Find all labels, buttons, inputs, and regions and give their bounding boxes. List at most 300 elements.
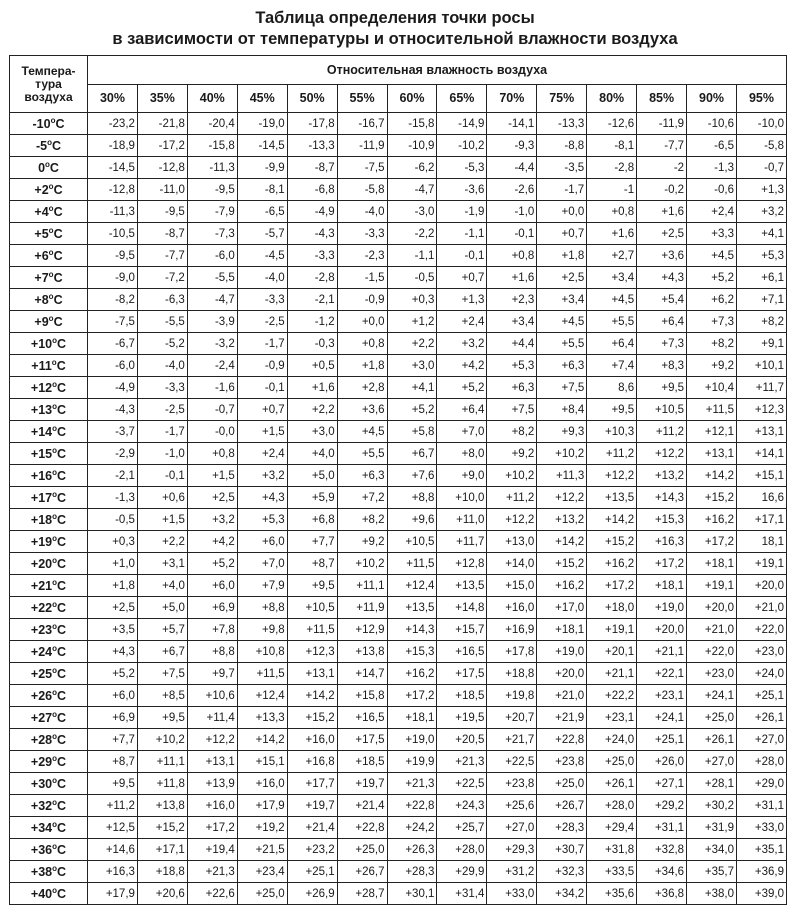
dew-point-cell: -4,4: [487, 157, 537, 179]
dew-point-cell: +19,2: [237, 817, 287, 839]
dew-point-cell: -8,7: [287, 157, 337, 179]
table-row: [10, 289, 787, 311]
temperature-cell: [10, 861, 88, 883]
dew-point-cell: +14,2: [587, 509, 637, 531]
dew-point-cell: +11,2: [487, 487, 537, 509]
dew-point-cell: -17,2: [137, 135, 187, 157]
dew-point-cell: -1,0: [137, 443, 187, 465]
dew-point-cell: -0,7: [187, 399, 237, 421]
dew-point-cell: -0,1: [487, 223, 537, 245]
dew-point-cell: +15,2: [687, 487, 737, 509]
dew-point-cell: +12,2: [587, 465, 637, 487]
dew-point-cell: -4,9: [88, 377, 138, 399]
dew-point-cell: +15,1: [736, 465, 786, 487]
dew-point-cell: +1,5: [237, 421, 287, 443]
degree-sign: o: [52, 467, 58, 477]
dew-point-cell: +2,5: [88, 597, 138, 619]
temperature-cell: [10, 377, 88, 399]
temperature-value: +38: [30, 864, 53, 879]
temperature-cell: [10, 399, 88, 421]
dew-point-cell: -1,7: [237, 333, 287, 355]
dew-point-cell: +7,4: [587, 355, 637, 377]
table-row: [10, 817, 787, 839]
degree-sign: o: [52, 555, 58, 565]
dew-point-cell: +1,2: [387, 311, 437, 333]
temperature-cell: [10, 773, 88, 795]
dew-point-cell: -0,6: [687, 179, 737, 201]
dew-point-cell: +23,1: [587, 707, 637, 729]
dew-point-cell: -8,7: [137, 223, 187, 245]
dew-point-cell: +2,2: [387, 333, 437, 355]
dew-point-cell: +7,0: [437, 421, 487, 443]
dew-point-cell: +11,7: [437, 531, 487, 553]
dew-point-cell: +6,4: [437, 399, 487, 421]
degree-sign: o: [52, 423, 58, 433]
table-row: [10, 883, 787, 905]
dew-point-cell: +21,1: [587, 663, 637, 685]
dew-point-cell: +23,0: [687, 663, 737, 685]
degree-sign: o: [52, 841, 58, 851]
dew-point-cell: +5,5: [537, 333, 587, 355]
dew-point-cell: -11,3: [187, 157, 237, 179]
dew-point-cell: +13,9: [187, 773, 237, 795]
temperature-value: +21: [30, 578, 53, 593]
dew-point-cell: +13,5: [587, 487, 637, 509]
temperature-unit: C: [53, 182, 63, 197]
temperature-unit: C: [57, 886, 67, 901]
dew-point-cell: +21,3: [437, 751, 487, 773]
temperature-value: +30: [30, 776, 53, 791]
dew-point-cell: +17,1: [736, 509, 786, 531]
dew-point-cell: +0,3: [88, 531, 138, 553]
degree-sign: o: [48, 247, 54, 257]
dew-point-cell: +23,1: [637, 685, 687, 707]
dew-point-cell: +20,5: [437, 729, 487, 751]
dew-point-cell: -2,2: [387, 223, 437, 245]
dew-point-cell: +10,8: [237, 641, 287, 663]
dew-point-cell: +9,3: [537, 421, 587, 443]
dew-point-cell: -3,5: [537, 157, 587, 179]
dew-point-cell: +19,0: [637, 597, 687, 619]
dew-point-cell: +4,0: [287, 443, 337, 465]
dew-point-cell: +3,2: [437, 333, 487, 355]
dew-point-cell: +11,2: [587, 443, 637, 465]
table-row: [10, 443, 787, 465]
dew-point-cell: -4,0: [337, 201, 387, 223]
dew-point-cell: -14,1: [487, 113, 537, 135]
temperature-cell: [10, 267, 88, 289]
dew-point-cell: -5,5: [137, 311, 187, 333]
temperature-value: +7: [34, 270, 49, 285]
dew-point-cell: -10,9: [387, 135, 437, 157]
table-row: [10, 839, 787, 861]
dew-point-cell: -4,5: [237, 245, 287, 267]
dew-point-cell: +9,7: [187, 663, 237, 685]
dew-point-cell: +15,2: [287, 707, 337, 729]
dew-point-cell: +8,0: [437, 443, 487, 465]
dew-point-cell: -5,8: [337, 179, 387, 201]
dew-point-cell: +13,8: [337, 641, 387, 663]
dew-point-cell: +4,3: [88, 641, 138, 663]
temperature-unit: C: [57, 512, 67, 527]
dew-point-cell: +31,9: [687, 817, 737, 839]
dew-point-cell: +25,0: [537, 773, 587, 795]
degree-sign: o: [48, 225, 54, 235]
temperature-value: +5: [34, 226, 49, 241]
dew-point-cell: +12,3: [287, 641, 337, 663]
dew-point-cell: -19,0: [237, 113, 287, 135]
temperature-cell: [10, 795, 88, 817]
temperature-unit: C: [51, 138, 62, 153]
dew-point-cell: -1,7: [137, 421, 187, 443]
dew-point-cell: +5,2: [88, 663, 138, 685]
dew-point-cell: +22,5: [437, 773, 487, 795]
dew-point-cell: +9,5: [637, 377, 687, 399]
dew-point-cell: +35,7: [687, 861, 737, 883]
dew-point-cell: +17,2: [687, 531, 737, 553]
dew-point-cell: -6,7: [88, 333, 138, 355]
dew-point-cell: +4,4: [487, 333, 537, 355]
dew-point-cell: +9,6: [387, 509, 437, 531]
dew-point-cell: +16,2: [387, 663, 437, 685]
dew-point-cell: -23,2: [88, 113, 138, 135]
dew-point-cell: -5,5: [187, 267, 237, 289]
temperature-unit: C: [53, 314, 63, 329]
dew-point-cell: +16,3: [637, 531, 687, 553]
dew-point-cell: +25,0: [337, 839, 387, 861]
dew-point-cell: +9,5: [587, 399, 637, 421]
dew-point-cell: +5,8: [387, 421, 437, 443]
dew-point-cell: +33,0: [487, 883, 537, 905]
dew-point-cell: -4,3: [88, 399, 138, 421]
temperature-value: +24: [30, 644, 53, 659]
dew-point-cell: +3,0: [387, 355, 437, 377]
temperature-unit: C: [57, 842, 67, 857]
dew-point-cell: +18,0: [587, 597, 637, 619]
dew-point-cell: +35,1: [736, 839, 786, 861]
temperature-value: +36: [30, 842, 53, 857]
dew-point-cell: -4,9: [287, 201, 337, 223]
degree-sign: o: [48, 291, 54, 301]
dew-point-cell: +18,5: [337, 751, 387, 773]
dew-point-cell: +30,1: [387, 883, 437, 905]
dew-point-cell: +17,5: [437, 663, 487, 685]
dew-point-cell: +17,2: [637, 553, 687, 575]
dew-point-cell: -4,7: [387, 179, 437, 201]
dew-point-cell: +12,5: [88, 817, 138, 839]
dew-point-cell: +28,0: [587, 795, 637, 817]
degree-sign: o: [52, 753, 58, 763]
dew-point-cell: +18,5: [437, 685, 487, 707]
dew-point-cell: +29,0: [736, 773, 786, 795]
dew-point-cell: +0,7: [537, 223, 587, 245]
dew-point-cell: +5,2: [437, 377, 487, 399]
dew-point-cell: +13,5: [437, 575, 487, 597]
dew-point-cell: +2,2: [137, 531, 187, 553]
dew-point-cell: +28,0: [437, 839, 487, 861]
table-row: [10, 113, 787, 135]
dew-point-cell: +8,2: [736, 311, 786, 333]
temperature-unit: C: [57, 600, 67, 615]
dew-point-cell: +24,3: [437, 795, 487, 817]
dew-point-cell: +31,1: [637, 817, 687, 839]
dew-point-cell: +6,9: [187, 597, 237, 619]
dew-point-cell: +9,8: [237, 619, 287, 641]
dew-point-cell: -16,7: [337, 113, 387, 135]
degree-sign: o: [48, 313, 54, 323]
dew-point-cell: +3,5: [88, 619, 138, 641]
dew-point-cell: +20,1: [587, 641, 637, 663]
dew-point-cell: +7,6: [387, 465, 437, 487]
dew-point-cell: -9,5: [187, 179, 237, 201]
dew-point-cell: +10,1: [736, 355, 786, 377]
dew-point-cell: -2,8: [287, 267, 337, 289]
temperature-cell: [10, 575, 88, 597]
dew-point-cell: +14,2: [287, 685, 337, 707]
temperature-unit: C: [57, 622, 67, 637]
dew-point-cell: +16,0: [287, 729, 337, 751]
table-row: [10, 619, 787, 641]
dew-point-cell: +7,7: [287, 531, 337, 553]
dew-point-cell: -14,5: [88, 157, 138, 179]
dew-point-cell: +21,5: [237, 839, 287, 861]
dew-point-cell: +11,9: [337, 597, 387, 619]
dew-point-cell: +10,2: [137, 729, 187, 751]
dew-point-cell: +30,7: [537, 839, 587, 861]
dew-point-cell: -21,8: [137, 113, 187, 135]
humidity-header-cell: 55%: [337, 84, 387, 113]
dew-point-cell: +10,5: [637, 399, 687, 421]
dew-point-cell: +19,4: [187, 839, 237, 861]
dew-point-cell: +21,4: [287, 817, 337, 839]
temperature-unit: C: [53, 270, 63, 285]
temperature-cell: [10, 223, 88, 245]
dew-point-cell: +6,4: [587, 333, 637, 355]
table-row: [10, 245, 787, 267]
humidity-header-cell: 35%: [137, 84, 187, 113]
dew-point-cell: +6,3: [337, 465, 387, 487]
temperature-cell: [10, 641, 88, 663]
temperature-cell: [10, 465, 88, 487]
dew-point-cell: -1,3: [687, 157, 737, 179]
dew-point-cell: +3,6: [337, 399, 387, 421]
dew-point-cell: +7,9: [237, 575, 287, 597]
dew-point-cell: +18,1: [387, 707, 437, 729]
dew-point-cell: -0,7: [736, 157, 786, 179]
dew-point-cell: +22,0: [687, 641, 737, 663]
dew-point-cell: +11,2: [88, 795, 138, 817]
dew-point-cell: +8,8: [237, 597, 287, 619]
degree-sign: o: [52, 401, 58, 411]
dew-point-cell: +30,2: [687, 795, 737, 817]
dew-point-cell: -14,9: [437, 113, 487, 135]
dew-point-cell: +10,0: [437, 487, 487, 509]
temperature-unit: C: [57, 490, 67, 505]
dew-point-cell: +38,0: [687, 883, 737, 905]
dew-point-cell: +28,3: [387, 861, 437, 883]
table-row: [10, 597, 787, 619]
dew-point-cell: +27,1: [637, 773, 687, 795]
table-row: [10, 223, 787, 245]
dew-point-cell: +13,1: [187, 751, 237, 773]
dew-point-table: [9, 55, 787, 905]
dew-point-cell: +14,0: [487, 553, 537, 575]
temperature-unit: C: [57, 776, 67, 791]
temperature-cell: [10, 443, 88, 465]
dew-point-cell: +34,0: [687, 839, 737, 861]
dew-point-cell: -1,9: [437, 201, 487, 223]
dew-point-cell: -11,9: [337, 135, 387, 157]
dew-point-cell: +3,1: [137, 553, 187, 575]
dew-point-cell: +5,7: [137, 619, 187, 641]
table-row: [10, 685, 787, 707]
table-row: [10, 399, 787, 421]
dew-point-cell: +19,1: [587, 619, 637, 641]
dew-point-cell: +26,0: [637, 751, 687, 773]
temperature-cell: [10, 179, 88, 201]
dew-point-cell: -2: [637, 157, 687, 179]
dew-point-cell: +15,8: [337, 685, 387, 707]
dew-point-cell: -11,3: [88, 201, 138, 223]
dew-point-cell: -0,5: [88, 509, 138, 531]
temperature-unit: C: [49, 160, 59, 175]
dew-point-cell: +11,2: [637, 421, 687, 443]
degree-sign: o: [52, 335, 58, 345]
dew-point-cell: +8,3: [637, 355, 687, 377]
temperature-value: +25: [30, 666, 53, 681]
dew-point-cell: +19,1: [736, 553, 786, 575]
dew-point-cell: -3,0: [387, 201, 437, 223]
degree-sign: o: [52, 577, 58, 587]
temperature-cell: [10, 421, 88, 443]
dew-point-cell: +14,6: [88, 839, 138, 861]
dew-point-cell: +9,5: [137, 707, 187, 729]
dew-point-cell: +6,2: [687, 289, 737, 311]
dew-point-cell: +11,3: [537, 465, 587, 487]
dew-point-cell: +16,0: [187, 795, 237, 817]
dew-point-cell: +15,2: [537, 553, 587, 575]
dew-point-cell: -10,2: [437, 135, 487, 157]
dew-point-cell: +6,3: [487, 377, 537, 399]
degree-sign: o: [52, 445, 58, 455]
dew-point-cell: +1,5: [137, 509, 187, 531]
table-row: [10, 663, 787, 685]
dew-point-cell: +17,9: [88, 883, 138, 905]
humidity-header-row: [10, 84, 787, 113]
dew-point-cell: -10,6: [687, 113, 737, 135]
dew-point-cell: +12,1: [687, 421, 737, 443]
dew-point-cell: +3,4: [587, 267, 637, 289]
dew-point-cell: +10,5: [387, 531, 437, 553]
dew-point-cell: +0,8: [587, 201, 637, 223]
dew-point-cell: +31,1: [736, 795, 786, 817]
dew-point-cell: +0,7: [437, 267, 487, 289]
table-row: [10, 179, 787, 201]
dew-point-cell: +14,2: [237, 729, 287, 751]
dew-point-cell: +21,9: [537, 707, 587, 729]
dew-point-cell: +8,7: [287, 553, 337, 575]
table-body: [10, 113, 787, 905]
dew-point-cell: +11,0: [437, 509, 487, 531]
humidity-header-cell: 75%: [537, 84, 587, 113]
dew-point-cell: +17,2: [587, 575, 637, 597]
dew-point-cell: +27,0: [487, 817, 537, 839]
dew-point-cell: +14,2: [537, 531, 587, 553]
dew-point-cell: +4,1: [736, 223, 786, 245]
dew-point-cell: +1,8: [537, 245, 587, 267]
dew-point-cell: +29,3: [487, 839, 537, 861]
dew-point-cell: +12,2: [487, 509, 537, 531]
temperature-unit: C: [57, 336, 67, 351]
dew-point-cell: +22,0: [736, 619, 786, 641]
dew-point-cell: +23,8: [537, 751, 587, 773]
dew-point-cell: +12,3: [736, 399, 786, 421]
dew-point-cell: -0,5: [387, 267, 437, 289]
temperature-unit: C: [57, 534, 67, 549]
humidity-header-cell: 50%: [287, 84, 337, 113]
dew-point-cell: +26,3: [387, 839, 437, 861]
dew-point-cell: +5,3: [736, 245, 786, 267]
temperature-unit: C: [53, 226, 63, 241]
humidity-header-cell: 80%: [587, 84, 637, 113]
dew-point-cell: +39,0: [736, 883, 786, 905]
dew-point-cell: +5,3: [487, 355, 537, 377]
temperature-unit: C: [57, 754, 67, 769]
dew-point-cell: +7,8: [187, 619, 237, 641]
dew-point-cell: +32,3: [537, 861, 587, 883]
degree-sign: o: [52, 885, 58, 895]
dew-point-cell: -4,0: [137, 355, 187, 377]
temperature-cell: [10, 619, 88, 641]
temperature-unit: C: [57, 864, 67, 879]
degree-sign: o: [52, 687, 58, 697]
dew-point-cell: +7,0: [237, 553, 287, 575]
dew-point-cell: +9,2: [487, 443, 537, 465]
temperature-unit: C: [57, 644, 67, 659]
dew-point-cell: +5,9: [287, 487, 337, 509]
dew-point-cell: +0,5: [287, 355, 337, 377]
dew-point-cell: +4,5: [587, 289, 637, 311]
dew-point-cell: +11,5: [287, 619, 337, 641]
dew-point-cell: +35,6: [587, 883, 637, 905]
temperature-value: +12: [30, 380, 53, 395]
dew-point-cell: -7,7: [137, 245, 187, 267]
dew-point-cell: 18,1: [736, 531, 786, 553]
title-line-2: в зависимости от температуры и относительной влажности воздуха: [112, 30, 678, 48]
temperature-cell: [10, 245, 88, 267]
dew-point-cell: +11,1: [337, 575, 387, 597]
temperature-value: +4: [34, 204, 49, 219]
table-row: [10, 861, 787, 883]
dew-point-cell: +9,5: [88, 773, 138, 795]
dew-point-cell: +15,2: [137, 817, 187, 839]
dew-point-cell: +34,6: [637, 861, 687, 883]
dew-point-cell: +9,5: [287, 575, 337, 597]
degree-sign: o: [52, 379, 58, 389]
dew-point-cell: -0,2: [637, 179, 687, 201]
dew-point-cell: -9,5: [137, 201, 187, 223]
dew-point-cell: +8,8: [387, 487, 437, 509]
dew-point-cell: +19,7: [287, 795, 337, 817]
dew-point-cell: -3,3: [337, 223, 387, 245]
dew-point-cell: +13,0: [487, 531, 537, 553]
dew-point-cell: -3,2: [187, 333, 237, 355]
dew-point-cell: +24,1: [687, 685, 737, 707]
dew-point-cell: +5,5: [587, 311, 637, 333]
dew-point-cell: +34,2: [537, 883, 587, 905]
temperature-cell: [10, 751, 88, 773]
dew-point-cell: +13,1: [736, 421, 786, 443]
